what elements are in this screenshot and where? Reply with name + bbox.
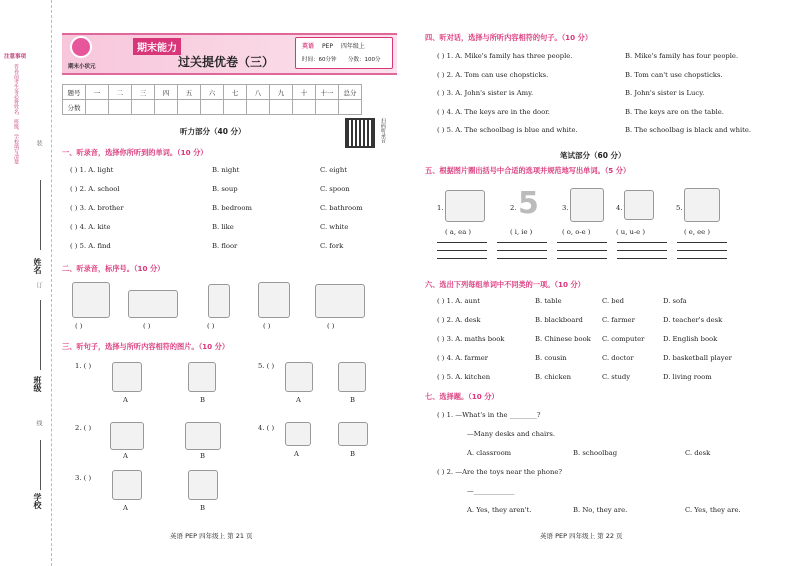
q7-1-answer: —Many desks and chairs. bbox=[467, 430, 556, 438]
fold-mark-2: 订 bbox=[35, 282, 42, 288]
q5-write-line[interactable] bbox=[497, 250, 547, 251]
q5-title: 五、根据图片圈出括号中合适的选项并规范地写出单词。（5 分） bbox=[425, 166, 631, 175]
q7-2-question[interactable]: ( ) 2. —Are the toys near the phone? bbox=[437, 468, 563, 476]
notice-title: 注意事项 bbox=[4, 54, 27, 60]
q1-option-a[interactable]: ( ) 5. A. find bbox=[70, 242, 111, 250]
q3-5-b-label[interactable]: B bbox=[350, 396, 355, 404]
q4-option-a[interactable]: ( ) 3. A. John's sister is Amy. bbox=[437, 89, 534, 97]
q1-option-b[interactable]: B. bedroom bbox=[212, 204, 252, 212]
score-cell[interactable] bbox=[109, 100, 132, 115]
subject: 英语 bbox=[302, 43, 315, 50]
q7-1-option-b[interactable]: B. schoolbag bbox=[573, 449, 618, 457]
col-header: 四 bbox=[155, 85, 178, 100]
info-score: 分数：100分 bbox=[348, 57, 381, 63]
q1-row bbox=[70, 223, 400, 242]
q4-row bbox=[437, 126, 787, 145]
q4-row bbox=[437, 89, 787, 108]
q6-option-c[interactable]: C. bed bbox=[602, 297, 625, 305]
name-line bbox=[40, 180, 41, 250]
score-cell[interactable] bbox=[316, 100, 339, 115]
q2-picture-table bbox=[128, 290, 178, 318]
q3-3-picture-b bbox=[188, 470, 218, 500]
score-cell[interactable] bbox=[201, 100, 224, 115]
q6-option-d[interactable]: D. teacher's desk bbox=[663, 316, 723, 324]
notice-text: 答卷前考生务必将姓名、班级、学校填写清楚 bbox=[13, 64, 19, 164]
qr-label: 扫码听录音 bbox=[380, 118, 386, 143]
q3-2-picture-a bbox=[110, 422, 144, 450]
q4-option-a[interactable]: ( ) 5. A. The schoolbag is blue and white. bbox=[437, 126, 578, 134]
q7-2-option-b[interactable]: B. No, they are. bbox=[573, 506, 628, 514]
col-header: 九 bbox=[270, 85, 293, 100]
q7-1-option-c[interactable]: C. desk bbox=[685, 449, 711, 457]
q6-option-b[interactable]: B. cousin bbox=[535, 354, 567, 362]
q3-5-a-label[interactable]: A bbox=[296, 396, 301, 404]
q5-write-line[interactable] bbox=[437, 250, 487, 251]
score-cell[interactable] bbox=[224, 100, 247, 115]
q3-title: 三、听句子，选择与所听内容相符的图片。（10 分） bbox=[62, 342, 230, 351]
edition: PEP bbox=[321, 43, 333, 50]
q1-row bbox=[70, 185, 400, 204]
q5-write-line[interactable] bbox=[677, 258, 727, 259]
fold-mark-1: 装 bbox=[35, 140, 42, 146]
school-line bbox=[40, 440, 41, 490]
q1-row bbox=[70, 166, 400, 185]
q4-row bbox=[437, 108, 787, 127]
q1-row bbox=[70, 204, 400, 223]
q4-option-a[interactable]: ( ) 2. A. Tom can use chopsticks. bbox=[437, 70, 549, 79]
q6-option-d[interactable]: D. basketball player bbox=[663, 354, 732, 362]
q4-option-a[interactable]: ( ) 4. A. The keys are in the door. bbox=[437, 107, 550, 116]
q5-3-options[interactable]: ( o, o-e ) bbox=[562, 228, 591, 236]
col-header: 六 bbox=[201, 85, 224, 100]
col-header: 十一 bbox=[316, 85, 339, 100]
score-cell[interactable] bbox=[132, 100, 155, 115]
q6-option-d[interactable]: D. English book bbox=[663, 335, 718, 343]
school-label: 学校 bbox=[33, 493, 42, 509]
q1-option-b[interactable]: B. floor bbox=[212, 242, 238, 250]
q5-write-line[interactable] bbox=[497, 242, 547, 243]
q2-mark[interactable]: ( ) bbox=[75, 322, 83, 330]
q6-row bbox=[437, 335, 787, 354]
q5-write-line[interactable] bbox=[557, 250, 607, 251]
q6-option-c[interactable]: C. study bbox=[602, 373, 631, 381]
q5-3-picture-note bbox=[570, 188, 604, 222]
info-subject bbox=[302, 41, 365, 50]
q6-row bbox=[437, 297, 787, 316]
q4-title: 四、听对话，选择与所听内容相符的句子。（10 分） bbox=[425, 33, 593, 42]
q5-write-line[interactable] bbox=[437, 258, 487, 259]
q1-option-a[interactable]: ( ) 3. A. brother bbox=[70, 204, 124, 212]
q6-option-d[interactable]: D. living room bbox=[663, 373, 712, 381]
q3-4-picture-b bbox=[338, 422, 368, 446]
q6-option-b[interactable]: B. Chinese book bbox=[535, 335, 591, 343]
q3-3-b-label[interactable]: B bbox=[200, 504, 205, 512]
q3-2-picture-b bbox=[185, 422, 221, 450]
q5-5-picture-kids bbox=[684, 188, 720, 222]
q2-mark[interactable]: ( ) bbox=[207, 322, 215, 330]
q6-option-a[interactable]: ( ) 3. A. maths book bbox=[437, 335, 505, 343]
qr-code[interactable] bbox=[345, 118, 375, 148]
q7-title: 七、选择题。（10 分） bbox=[425, 392, 499, 401]
q5-write-line[interactable] bbox=[557, 258, 607, 259]
q6-option-c[interactable]: C. computer bbox=[602, 335, 645, 343]
q5-write-line[interactable] bbox=[437, 242, 487, 243]
q5-5-options[interactable]: ( e, ee ) bbox=[684, 228, 711, 236]
q5-number: 3. bbox=[562, 204, 569, 212]
q5-write-line[interactable] bbox=[617, 242, 667, 243]
col-header: 五 bbox=[178, 85, 201, 100]
score-cell[interactable] bbox=[178, 100, 201, 115]
q1-option-a[interactable]: ( ) 1. A. light bbox=[70, 166, 114, 174]
q7-2-option-a[interactable]: A. Yes, they aren't. bbox=[467, 506, 532, 514]
q2-mark[interactable]: ( ) bbox=[143, 322, 151, 330]
q2-mark[interactable]: ( ) bbox=[327, 322, 335, 330]
class-line bbox=[40, 300, 41, 370]
q2-picture-fridge bbox=[208, 284, 230, 318]
col-header: 七 bbox=[224, 85, 247, 100]
col-header: 八 bbox=[247, 85, 270, 100]
q5-write-line[interactable] bbox=[497, 258, 547, 259]
q5-number: 2. bbox=[510, 204, 517, 212]
q6-option-a[interactable]: ( ) 2. A. desk bbox=[437, 316, 481, 324]
q5-write-line[interactable] bbox=[617, 250, 667, 251]
q2-picture-classroom bbox=[315, 284, 365, 318]
row-label-number: 题号 bbox=[63, 85, 86, 100]
q4-option-a[interactable]: ( ) 1. A. Mike's family has three people. bbox=[437, 52, 573, 60]
q6-option-c[interactable]: C. doctor bbox=[602, 354, 634, 362]
q7-1-option-a[interactable]: A. classroom bbox=[467, 449, 512, 457]
score-cell[interactable] bbox=[270, 100, 293, 115]
fold-mark-3: 线 bbox=[35, 420, 42, 426]
q1-title: 一、听录音，选择你所听到的单词。（10 分） bbox=[62, 148, 208, 157]
score-row-numbers bbox=[63, 85, 362, 100]
q4-row bbox=[437, 71, 787, 90]
q5-2-options[interactable]: ( i, ie ) bbox=[510, 228, 533, 236]
q1-option-c[interactable]: C. fork bbox=[320, 242, 344, 250]
q1-option-a[interactable]: ( ) 2. A. school bbox=[70, 185, 120, 193]
q2-picture-boy bbox=[72, 282, 110, 318]
class-label: 班级 bbox=[33, 376, 42, 392]
q6-option-b[interactable]: B. table bbox=[535, 297, 562, 305]
q3-2-a-label[interactable]: A bbox=[123, 452, 128, 460]
q6-option-c[interactable]: C. farmer bbox=[602, 316, 635, 324]
q4-option-b[interactable]: B. Tom can't use chopsticks. bbox=[625, 70, 723, 79]
q1-option-a[interactable]: ( ) 4. A. kite bbox=[70, 223, 111, 231]
q3-item-number[interactable]: 4. ( ) bbox=[258, 424, 275, 432]
q1-option-c[interactable]: C. bathroom bbox=[320, 204, 363, 212]
q7-2-option-c[interactable]: C. Yes, they are. bbox=[685, 506, 741, 514]
score-cell[interactable] bbox=[293, 100, 316, 115]
q4-option-b[interactable]: B. John's sister is Lucy. bbox=[625, 89, 705, 97]
q5-write-line[interactable] bbox=[677, 242, 727, 243]
q3-2-b-label[interactable]: B bbox=[200, 452, 205, 460]
q1-option-b[interactable]: B. like bbox=[212, 223, 234, 231]
q1-option-b[interactable]: B. night bbox=[212, 166, 240, 174]
page-title: 过关提优卷（三） bbox=[178, 55, 275, 69]
q4-list bbox=[437, 52, 787, 145]
brand-name: 期末小状元 bbox=[68, 64, 96, 70]
q5-number: 4. bbox=[616, 204, 623, 212]
q4-option-b[interactable]: B. The schoolbag is black and white. bbox=[625, 126, 752, 134]
grade: 四年级上 bbox=[340, 43, 365, 50]
score-cell[interactable] bbox=[155, 100, 178, 115]
col-header: 总分 bbox=[339, 85, 362, 100]
score-cell[interactable] bbox=[339, 100, 362, 115]
q5-write-line[interactable] bbox=[677, 250, 727, 251]
score-row-values bbox=[63, 100, 362, 115]
q6-option-d[interactable]: D. sofa bbox=[663, 297, 687, 305]
q3-item-number[interactable]: 2. ( ) bbox=[75, 424, 92, 432]
stage-label: 期末能力 bbox=[133, 38, 181, 55]
q6-option-b[interactable]: B. blackboard bbox=[535, 316, 583, 324]
col-header: 二 bbox=[109, 85, 132, 100]
q6-row bbox=[437, 316, 787, 335]
q5-write-line[interactable] bbox=[557, 242, 607, 243]
info-time: 时间：60分钟 bbox=[302, 57, 337, 63]
q3-5-picture-a bbox=[285, 362, 313, 392]
q6-option-a[interactable]: ( ) 5. A. kitchen bbox=[437, 373, 491, 381]
q3-3-picture-a bbox=[112, 470, 142, 500]
q1-option-c[interactable]: C. eight bbox=[320, 166, 347, 174]
footer-left: 英语 PEP 四年级上 第 21 页 bbox=[170, 532, 253, 540]
q3-item-number[interactable]: 5. ( ) bbox=[258, 362, 275, 370]
q6-option-a[interactable]: ( ) 4. A. farmer bbox=[437, 354, 489, 362]
q5-number: 5. bbox=[676, 204, 683, 212]
q1-option-b[interactable]: B. soup bbox=[212, 185, 238, 193]
q2-picture-player bbox=[258, 282, 290, 318]
q3-1-picture-b bbox=[188, 362, 216, 392]
row-label-score: 分数 bbox=[63, 100, 86, 115]
q6-option-b[interactable]: B. chicken bbox=[535, 373, 571, 381]
q5-1-options[interactable]: ( a, ea ) bbox=[445, 228, 472, 236]
q5-4-picture-cup bbox=[624, 190, 654, 220]
q6-row bbox=[437, 354, 787, 373]
q5-2-picture-five: 5 bbox=[518, 186, 539, 221]
written-title: 笔试部分（60 分） bbox=[560, 151, 626, 160]
q4-row bbox=[437, 52, 787, 71]
col-header: 三 bbox=[132, 85, 155, 100]
q5-1-picture-map bbox=[445, 190, 485, 222]
footer-right: 英语 PEP 四年级上 第 22 页 bbox=[540, 532, 623, 540]
q1-option-c[interactable]: C. spoon bbox=[320, 185, 350, 193]
binding-strip bbox=[0, 0, 52, 566]
listening-title: 听力部分（40 分） bbox=[180, 127, 246, 136]
score-cell[interactable] bbox=[86, 100, 109, 115]
q6-list bbox=[437, 297, 787, 392]
q3-item-number[interactable]: 3. ( ) bbox=[75, 474, 92, 482]
q3-3-a-label[interactable]: A bbox=[123, 504, 128, 512]
col-header: 一 bbox=[86, 85, 109, 100]
score-cell[interactable] bbox=[247, 100, 270, 115]
name-label: 姓名 bbox=[33, 258, 42, 274]
q1-option-c[interactable]: C. white bbox=[320, 223, 349, 231]
q3-5-picture-b bbox=[338, 362, 366, 392]
q6-title: 六、选出下列每组单词中不同类的一项。（10 分） bbox=[425, 280, 585, 289]
q5-4-options[interactable]: ( u, u-e ) bbox=[616, 228, 646, 236]
col-header: 十 bbox=[293, 85, 316, 100]
q2-mark[interactable]: ( ) bbox=[263, 322, 271, 330]
score-table bbox=[62, 84, 362, 115]
q1-list bbox=[70, 166, 400, 261]
q3-item-number[interactable]: 1. ( ) bbox=[75, 362, 92, 370]
q2-title: 二、听录音，标序号。（10 分） bbox=[62, 264, 165, 273]
q3-4-b-label[interactable]: B bbox=[350, 450, 355, 458]
q3-1-b-label[interactable]: B bbox=[200, 396, 205, 404]
q3-1-a-label[interactable]: A bbox=[123, 396, 128, 404]
q7-1-question[interactable]: ( ) 1. —What's in the ________? bbox=[437, 411, 541, 419]
q1-row bbox=[70, 242, 400, 261]
q6-option-a[interactable]: ( ) 1. A. aunt bbox=[437, 297, 481, 305]
q5-number: 1. bbox=[437, 204, 444, 212]
q3-4-picture-a bbox=[285, 422, 311, 446]
q7-2-answer[interactable]: —____________ bbox=[467, 487, 515, 495]
q3-4-a-label[interactable]: A bbox=[294, 450, 299, 458]
q4-option-b[interactable]: B. The keys are on the table. bbox=[625, 107, 724, 116]
brand-logo bbox=[70, 36, 92, 58]
q3-1-picture-a bbox=[112, 362, 142, 392]
q4-option-b[interactable]: B. Mike's family has four people. bbox=[625, 52, 739, 60]
q5-write-line[interactable] bbox=[617, 258, 667, 259]
q6-row bbox=[437, 373, 787, 392]
